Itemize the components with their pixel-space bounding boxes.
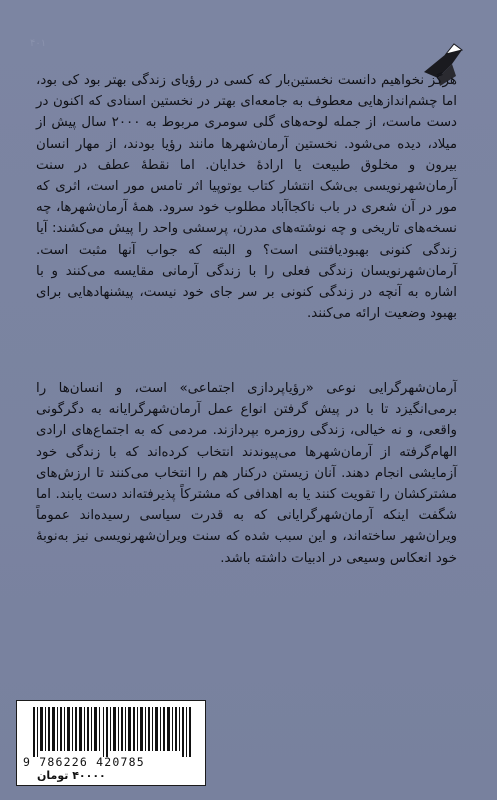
isbn-number: 9 786226 420785 (23, 755, 145, 769)
paragraph-text: هرگز نخواهیم دانست نخستین‌بار که کسی در رؤیای زندگی بهتر بود کی بود، اما چشم‌اندازهایی معطوف به جامعه‌ای بهتر در نخستین اسنادی که اکنون در دست ماست، از جمله لوحه‌های گلی سومری مربوط به ۲۰۰۰ سال پیش از میلاد، دیده می‌شود. نخستین آرمان‌شهرها مانند رؤیا بودند، از مهار انسان بیرون و مخلوق طبیعت یا ارادهٔ خدایان. اما نقطهٔ عطف در سنت آرمان‌شهرنویسی بی‌شک انتشار کتاب یوتوپیا اثر تامس مور است، اثری که مور در آن شعری در باب ناکجاآباد مطلوب خود سرود. همهٔ آرمان‌شهرها، چه نسخه‌های تاریخی و چه نوشته‌های مدرن، پرسشی واحد را پیش می‌کشند: آیا زندگی کنونی بهبودیافتنی است؟ و البته که جواب آنها مثبت است. آرمان‌شهرنویسان زندگی فعلی را با زندگی آرمانی مقایسه می‌کنند و با اشاره به آنچه در زندگی کنونی بر سر جای خود نیست، پیشنهادهایی برای بهبود وضعیت ارائه می‌کنند. (36, 73, 458, 322)
body-paragraph-1 (36, 70, 457, 324)
barcode-sticker (16, 700, 206, 786)
corner-mark: ۴۰۱ (30, 38, 47, 49)
body-paragraph-2 (36, 378, 457, 569)
price-label: ۴۰۰۰۰ تومان (37, 769, 106, 782)
paragraph-text: آرمان‌شهرگرایی نوعی «رؤیاپردازی اجتماعی» است، و انسان‌ها را برمی‌انگیزد تا با در پیش گرفتن انواع عمل آرمان‌شهرگرایانه به دگرگونی واقعی، و نه خیالی، زندگی روزمره بپردازند. مردمی که به اجتماع‌های ارادی الهام‌گرفته از آرمان‌شهرها می‌پیوندند انتخاب کرده‌اند که با زندگی خود آزمایشی انجام دهند. آنان زیستن درکنار هم را انتخاب می‌کنند تا ارزش‌های مشترکشان را تقویت کنند یا به اهدافی که مشترکاً پذیرفته‌اند دست یابند. اما شگفت اینکه آرمان‌شهرگرایانی که به قدرت سیاسی رسیده‌اند عموماً ویران‌شهر ساخته‌اند، و این سبب شده که سنت ویران‌شهرنویسی نیز به‌نوبهٔ خود انعکاس وسیعی در ادبیات داشته باشد. (36, 381, 457, 566)
barcode-icon (31, 707, 195, 757)
